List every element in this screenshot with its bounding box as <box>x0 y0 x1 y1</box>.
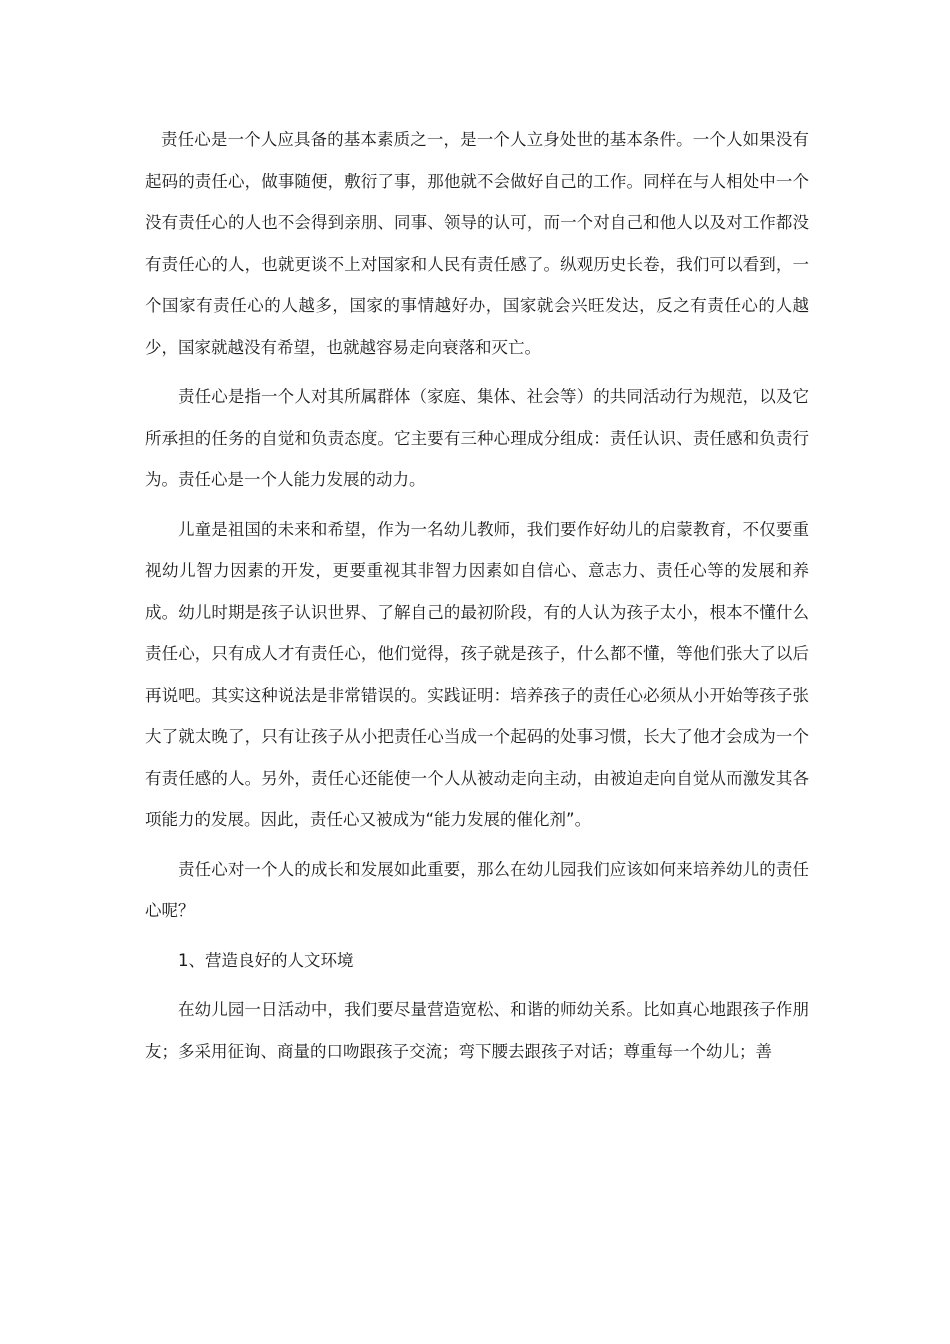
paragraph-3: 儿童是祖国的未来和希望，作为一名幼儿教师，我们要作好幼儿的启蒙教育，不仅要重视幼儿智力因素的开发，更要重视其非智力因素如自信心、意志力、责任心等的发展和养成。幼儿时期是孩子认识世界、了解自己的最初阶段，有的人认为孩子太小，根本不懂什么责任心，只有成人才有责任心，他们觉得，孩子就是孩子，什么都不懂，等他们张大了以后再说吧。其实这种说法是非常错误的。实践证明：培养孩子的责任心必须从小开始等孩子张大了就太晚了，只有让孩子从小把责任心当成一个起码的处事习惯，长大了他才会成为一个有责任感的人。另外，责任心还能使一个人从被动走向主动，由被迫走向自觉从而激发其各项能力的发展。因此，责任心又被成为“能力发展的催化剂”。 <box>145 519 809 829</box>
paragraph-5: 在幼儿园一日活动中，我们要尽量营造宽松、和谐的师幼关系。比如真心地跟孩子作朋友；多采用征询、商量的口吻跟孩子交流；弯下腰去跟孩子对话；尊重每一个幼儿；善 <box>145 1000 809 1061</box>
section-heading-1: 1、营造良好的人文环境 <box>178 950 354 970</box>
document-body <box>145 119 809 1072</box>
paragraph-2: 责任心是指一个人对其所属群体（家庭、集体、社会等）的共同活动行为规范，以及它所承担的任务的自觉和负责态度。它主要有三种心理成分组成：责任认识、责任感和负责行为。责任心是一个人能力发展的动力。 <box>145 387 809 489</box>
paragraph-4: 责任心对一个人的成长和发展如此重要，那么在幼儿园我们应该如何来培养幼儿的责任心呢？ <box>145 859 809 920</box>
paragraph-1: 责任心是一个人应具备的基本素质之一，是一个人立身处世的基本条件。一个人如果没有起码的责任心，做事随便，敷衍了事，那他就不会做好自己的工作。同样在与人相处中一个没有责任心的人也不会得到亲朋、同事、领导的认可，而一个对自己和他人以及对工作都没有责任心的人，也就更谈不上对国家和人民有责任感了。纵观历史长卷，我们可以看到，一个国家有责任心的人越多，国家的事情越好办，国家就会兴旺发达，反之有责任心的人越少，国家就越没有希望，也就越容易走向衰落和灭亡。 <box>145 130 809 357</box>
